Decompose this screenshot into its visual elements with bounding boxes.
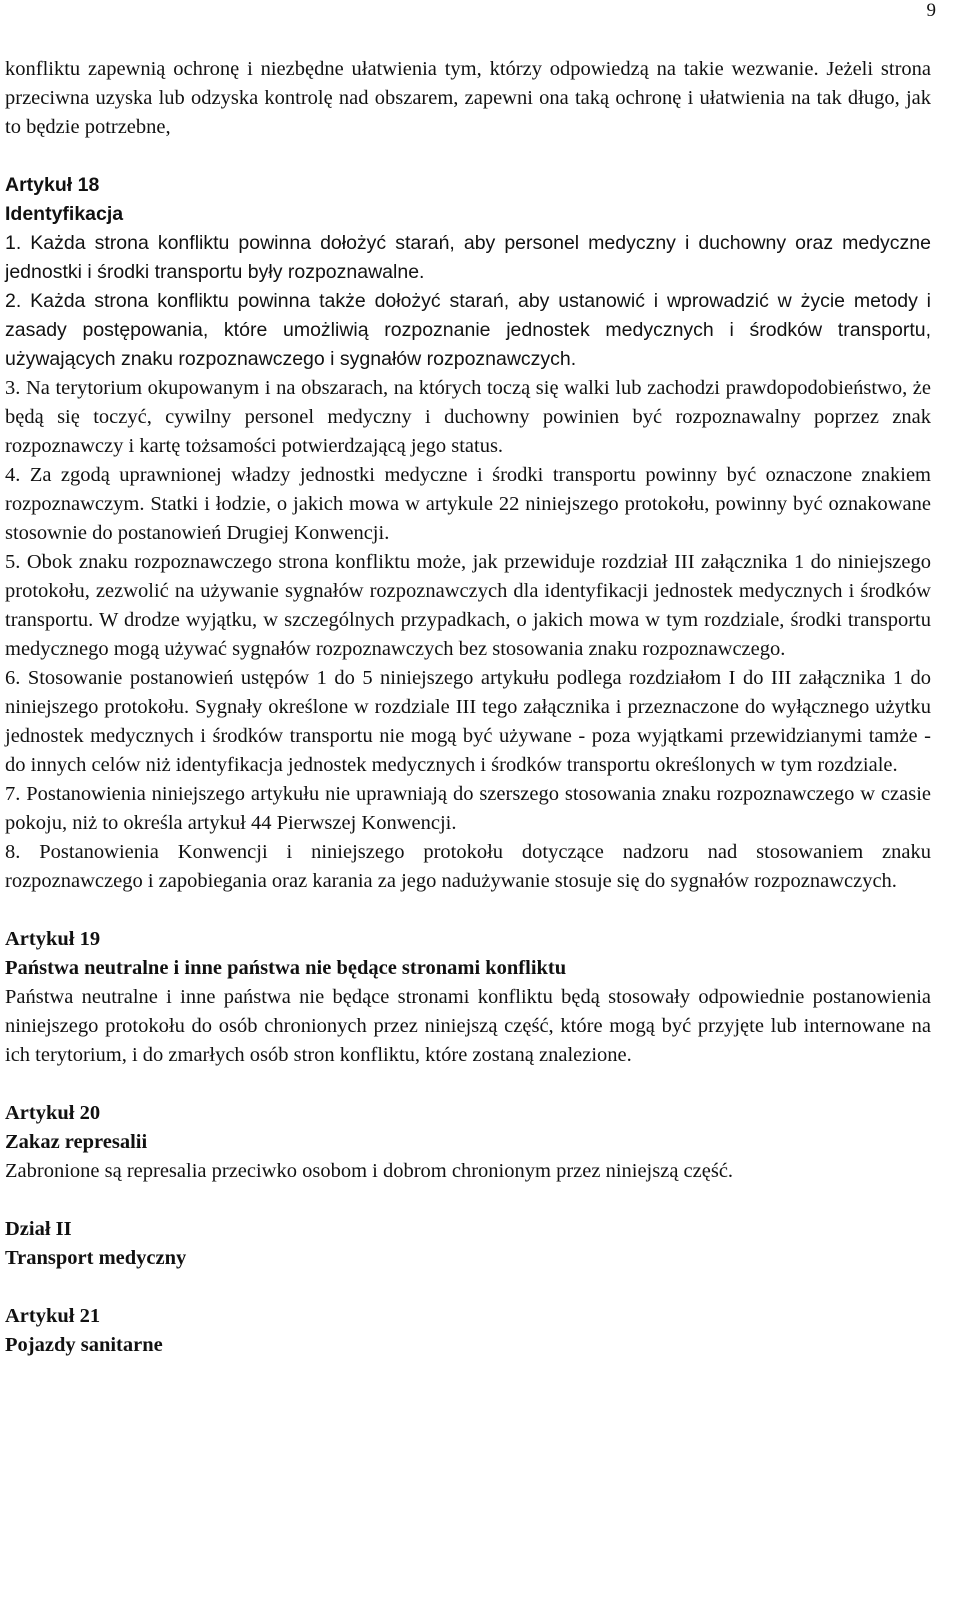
article-20: [5, 1099, 931, 1186]
article-18-title: Identyfikacja: [5, 203, 124, 225]
section-2-title: Transport medyczny: [5, 1247, 187, 1269]
article-19-title: Państwa neutralne i inne państwa nie będące stronami konfliktu: [5, 957, 567, 979]
spacer: [5, 142, 931, 171]
article-19-number: Artykuł 19: [5, 928, 101, 950]
spacer: [5, 1186, 931, 1215]
article-18-paragraph-8: 8. Postanowienia Konwencji i niniejszego protokołu dotyczące nadzoru nad stosowaniem znaku rozpoznawczego i zapobiegania oraz karania za jego nadużywanie stosuje się do sygnałów rozpoznawczych.: [5, 841, 931, 892]
article-18-paragraph-5: 5. Obok znaku rozpoznawczego strona konfliktu może, jak przewiduje rozdział III załącznika 1 do niniejszego protokołu, zezwolić na używanie sygnałów rozpoznawczych dla identyfikacji jednostek medycznych i środków transportu. W drodze wyjątku, w szczególnych przypadkach, o jakich mowa w tym rozdziale, środki transportu medycznego mogą używać sygnałów rozpoznawczych bez stosowania znaku rozpoznawczego.: [5, 551, 931, 660]
article-18-paragraph-1: 1. Każda strona konfliktu powinna dołożyć starań, aby personel medyczny i duchowny oraz medyczne jednostki i środki transportu były rozpoznawalne.: [5, 232, 931, 283]
spacer: [5, 896, 931, 925]
section-2: [5, 1215, 931, 1273]
article-18-paragraph-7: 7. Postanowienia niniejszego artykułu nie uprawniają do szerszego stosowania znaku rozpoznawczego w czasie pokoju, niż to określa artykuł 44 Pierwszej Konwencji.: [5, 783, 931, 834]
article-21: [5, 1302, 931, 1360]
article-20-number: Artykuł 20: [5, 1102, 101, 1124]
document-body: [5, 55, 931, 1360]
spacer: [5, 1273, 931, 1302]
article-18-paragraph-6: 6. Stosowanie postanowień ustępów 1 do 5 niniejszego artykułu podlega rozdziałom I do III załącznika 1 do niniejszego protokołu. Sygnały określone w rozdziale III tego załącznika i przeznaczone do wyłącznego użytku jednostek medycznych i środków transportu nie mogą być używane - poza wyjątkami przewidzianymi tamże - do innych celów niż identyfikacja jednostek medycznych i środków transportu określonych w tym rozdziale.: [5, 667, 931, 776]
article-20-text: Zabronione są represalia przeciwko osobom i dobrom chronionym przez niniejszą część.: [5, 1160, 734, 1182]
page-number: 9: [926, 0, 936, 21]
article-18-paragraph-3: 3. Na terytorium okupowanym i na obszarach, na których toczą się walki lub zachodzi prawdopodobieństwo, że będą się toczyć, cywilny personel medyczny i duchowny powinien być rozpoznawalny poprzez znak rozpoznawczy i kartę tożsamości potwierdzającą jego status.: [5, 377, 931, 457]
section-2-number: Dział II: [5, 1218, 72, 1240]
article-18-paragraph-2: 2. Każda strona konfliktu powinna także dołożyć starań, aby ustanowić i wprowadzić w życie metody i zasady postępowania, które umożliwią rozpoznanie jednostek medycznych i środków transportu, używających znaku rozpoznawczego i sygnałów rozpoznawczych.: [5, 290, 931, 370]
article-18-paragraph-4: 4. Za zgodą uprawnionej władzy jednostki medyczne i środki transportu powinny być oznaczone znakiem rozpoznawczym. Statki i łodzie, o jakich mowa w artykule 22 niniejszego protokołu, powinny być oznakowane stosownie do postanowień Drugiej Konwencji.: [5, 464, 931, 544]
article-19: [5, 925, 931, 1070]
article-21-title: Pojazdy sanitarne: [5, 1334, 163, 1356]
article-18-number: Artykuł 18: [5, 174, 100, 196]
article-21-number: Artykuł 21: [5, 1305, 101, 1327]
article-19-text: Państwa neutralne i inne państwa nie będące stronami konfliktu będą stosowały odpowiednie postanowienia niniejszego protokołu do osób chronionych przez niniejszą część, które mogą być przyjęte lub internowane na ich terytorium, i do zmarłych osób stron konfliktu, które zostaną znalezione.: [5, 986, 931, 1066]
spacer: [5, 1070, 931, 1099]
article-20-title: Zakaz represalii: [5, 1131, 148, 1153]
article-18: [5, 171, 931, 896]
intro-paragraph: konfliktu zapewnią ochronę i niezbędne ułatwienia tym, którzy odpowiedzą na takie wezwanie. Jeżeli strona przeciwna uzyska lub odzyska kontrolę nad obszarem, zapewni ona taką ochronę i ułatwienia na tak długo, jak to będzie potrzebne,: [5, 58, 931, 138]
